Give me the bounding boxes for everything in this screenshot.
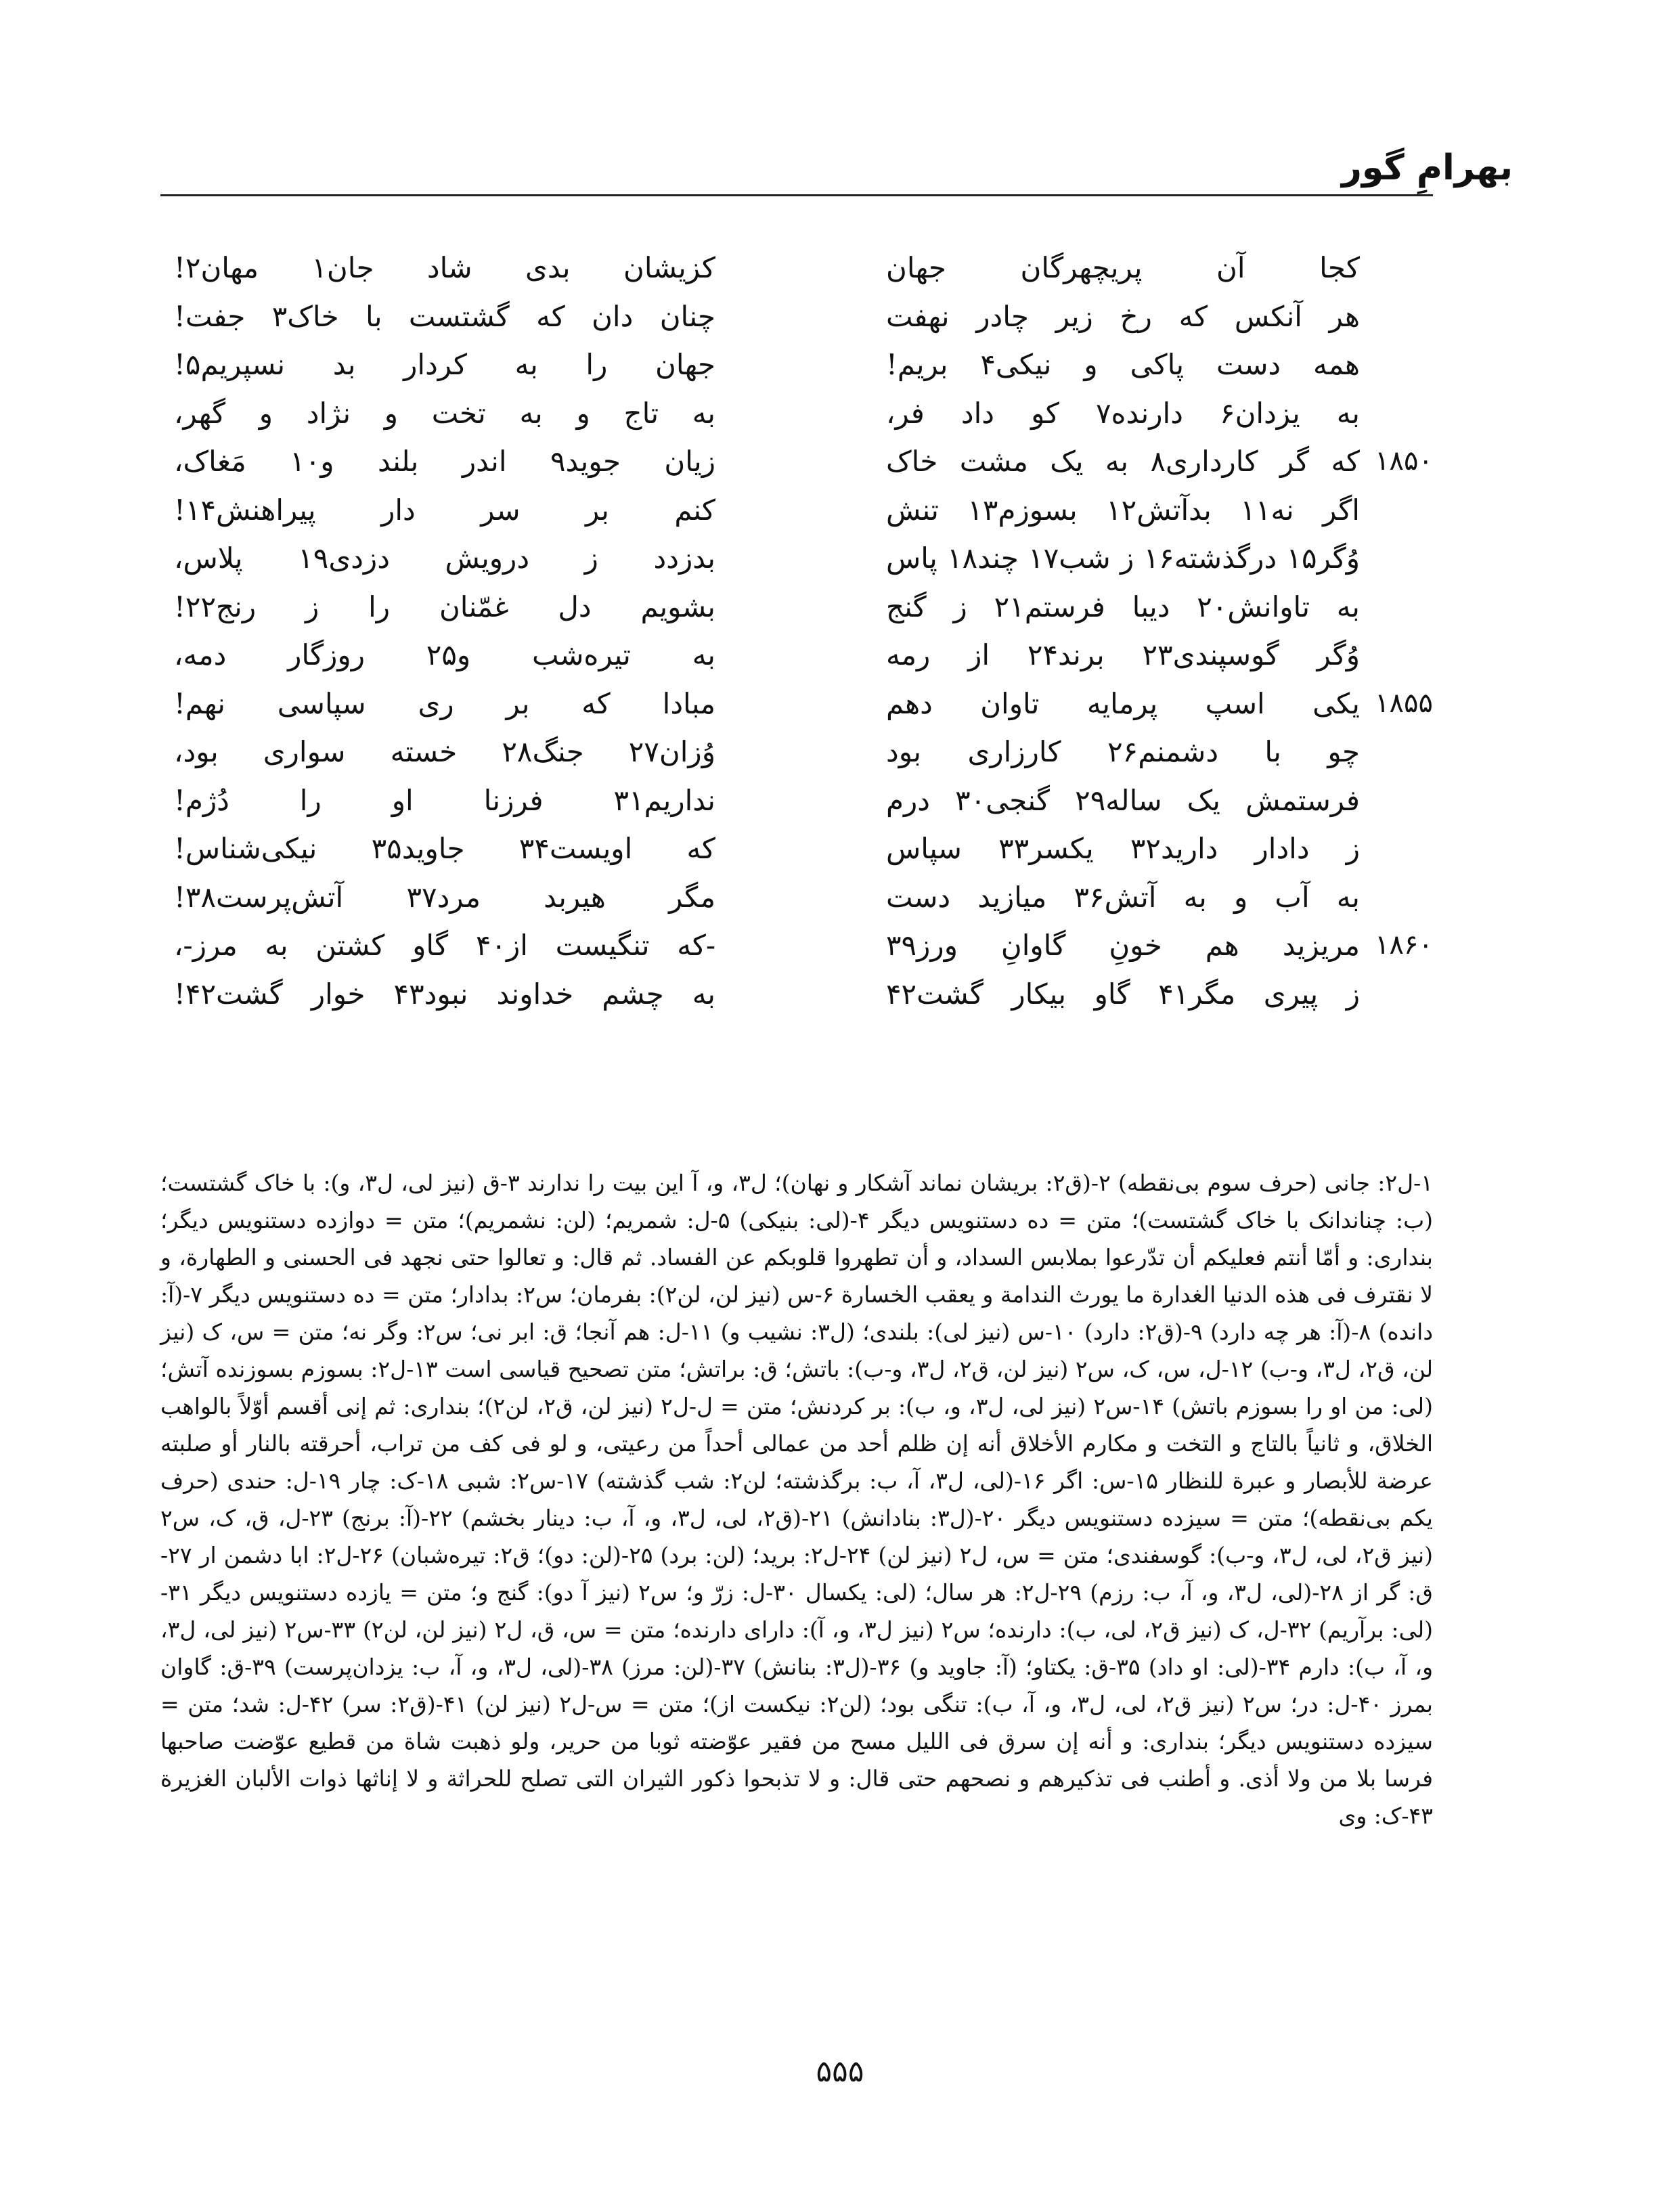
poem-line (160, 921, 1433, 970)
poem-line (160, 389, 1433, 438)
poem-line (160, 340, 1433, 389)
hemistich-first: هر آنکس که رخ زیر چادر نهفت (886, 299, 1360, 333)
hemistich-second: که اویست۳۴ جاوید۳۵ نیکی‌شناس! (174, 832, 715, 865)
hemistich-second: زیان جوید۹ اندر بلند و۱۰ مَغاک، (174, 445, 715, 478)
hemistich-second: نداریم۳۱ فرزنا او را دُژم! (174, 783, 715, 817)
hemistich-second: مبادا که بر ری سپاسی نهم! (174, 686, 715, 720)
hemistich-first: وُگر گوسپندی۲۳ برند۲۴ از رمه (886, 638, 1361, 671)
poem-line (160, 292, 1433, 341)
hemistich-second: کنم بر سر دار پیراهنش۱۴! (174, 493, 715, 527)
poem-line (160, 776, 1433, 825)
hemistich-second: بشویم دل غمّنان را ز رنج۲۲! (174, 590, 715, 623)
poem-line (160, 970, 1433, 1019)
running-title: بهرامِ گور (1341, 148, 1513, 188)
hemistich-second: بدزدد ز درویش دزدی۱۹ پلاس، (174, 542, 715, 575)
hemistich-first: چو با دشمنم۲۶ کارزاری بود (886, 735, 1360, 768)
poem-line (160, 437, 1433, 486)
hemistich-second: کزیشان بدی شاد جان۱ مهان۲! (174, 251, 715, 284)
hemistich-second: جهان را به کردار بد نسپریم۵! (174, 348, 715, 381)
poem-line (160, 631, 1433, 680)
hemistich-second: به تیره‌شب و۲۵ روزگار دمه، (174, 638, 715, 671)
hemistich-first: ز دادار دارید۳۲ یکسر۳۳ سپاس (886, 832, 1360, 865)
poem-line (160, 680, 1433, 728)
page-number: ۵۵۵ (816, 2054, 864, 2089)
poem-line (160, 824, 1433, 873)
hemistich-second: وُزان۲۷ جنگ۲۸ خسته سواری بود، (174, 735, 715, 768)
verse-number: ۱۸۵۵ (1375, 687, 1433, 719)
poem-line (160, 728, 1433, 776)
header-rule (160, 194, 1433, 196)
footnotes (160, 1164, 1433, 1834)
hemistich-first: همه دست پاکی و نیکی۴ بریم! (886, 348, 1360, 381)
hemistich-first: به آب و به آتش۳۶ میازید دست (886, 880, 1360, 914)
hemistich-first: ز پیری مگر۴۱ گاو بیکار گشت۴۲ (886, 977, 1360, 1011)
hemistich-second: به چشم خداوند نبود۴۳ خوار گشت۴۲! (174, 977, 715, 1011)
poem-line (160, 534, 1433, 583)
poem-line (160, 583, 1433, 632)
hemistich-second: مگر هیربد مرد۳۷ آتش‌پرست۳۸! (174, 880, 715, 914)
poem-line (160, 486, 1433, 535)
hemistich-first: اگر نه۱۱ بدآتش۱۲ بسوزم۱۳ تنش (886, 493, 1360, 527)
poem-block (160, 244, 1433, 1117)
hemistich-second: چنان دان که گشتست با خاک۳ جفت! (174, 299, 715, 333)
verse-number: ۱۸۶۰ (1375, 929, 1433, 961)
hemistich-second: به تاج و به تخت و نژاد و گهر، (174, 396, 715, 430)
footnotes-text: ۱-ل۲: جانی (حرف سوم بی‌نقطه) ۲-(ق۲: بریشان نماند آشکار و نهان)؛ ل۳، و، آ این بیت را ندارند ۳-ق (نیز لی، ل۳، و): با خاک گشتست؛ (ب: چناندانک با خاک گشتست)؛ متن = ده دستنویس دیگر ۴-(لی: بنیکی) ۵-ل: شمریم؛ (لن: نشمریم)؛ متن = دوازده دستنویس دیگر؛ بنداری: و أمّا أنتم فعلیکم أن تدّرعوا بملابس السداد، و أن تطهروا قلوبکم عن الفساد. ثم قال: و تعالوا حتی نجهد فی الحسنی و الطهارة، و لا نقترف فی هذه الدنیا الغدارة ما یورث الندامة و یعقب الخسارة ۶-س (نیز لن، لن۲): بفرمان؛ س۲: بدادار؛ متن = ده دستنویس دیگر ۷-(آ: دانده) ۸-(آ: هر چه دارد) ۹-(ق۲: دارد) ۱۰-س (نیز لی): بلندی؛ (ل۳: نشیب و) ۱۱-ل: هم آنجا؛ ق: ابر نی؛ س۲: وگر نه؛ متن = س، ک (نیز لن، ق۲، ل۳، و-ب) ۱۲-ل، س، ک، س۲ (نیز لن، ق۲، ل۳، و-ب): باتش؛ ق: براتش؛ متن تصحیح قیاسی است ۱۳-ل۲: بسوزم بسوزنده آتش؛ (لی: من او را بسوزم باتش) ۱۴-س۲ (نیز لی، ل۳، و، ب): بر کردنش؛ متن = ل-ل۲ (نیز لن، ق۲، لن۲)؛ بنداری: ثم إنی أقسم أوّلاً بالواهب الخلاق، و ثانیاً بالتاج و التخت و مکارم الأخلاق أنه إن ظلم أحد من عمالی أحداً من رعیتی، و لو فی کف من تراب، أحرقته بالنار أو صلبته عرضة للأبصار و عبرة للنظار ۱۵-س: اگر ۱۶-(لی، ل۳، آ، ب: برگذشته؛ لن۲: شب گذشته) ۱۷-س۲: شبی ۱۸-ک: چار ۱۹-ل: حندی (حرف یکم بی‌نقطه)؛ متن = سیزده دستنویس دیگر ۲۰-(ل۳: بنادانش) ۲۱-(ق۲، لی، ل۳، و، آ، ب: دینار بخشم) ۲۲-(آ: برنج) ۲۳-ل، ق، ک، س۲ (نیز ق۲، لی، ل۳، و-ب): گوسفندی؛ متن = س، ل۲ (نیز لن) ۲۴-ل۲: برید؛ (لن: برد) ۲۵-(لن: دو)؛ ق۲: تیره‌شبان) ۲۶-ل۲: ابا دشمن ار ۲۷-ق: گر از ۲۸-(لی، ل۳، و، آ، ب: رزم) ۲۹-ل۲: هر سال؛ (لی: یکسال ۳۰-ل: زرّ و؛ س۲ (نیز آ دو): گنج و؛ متن = یازده دستنویس دیگر ۳۱-(لی: برآریم) ۳۲-ل، ک (نیز ق۲، لی، ب): دارنده؛ س۲ (نیز ل۳، و، آ): دارای دارنده؛ متن = س، ق، ل۲ (نیز لن، لن۲) ۳۳-س۲ (نیز لی، ل۳، و، آ، ب): دارم ۳۴-(لی: او داد) ۳۵-ق: یکتاو؛ (آ: جاوید و) ۳۶-(ل۳: بنانش) ۳۷-(لن: مرز) ۳۸-(لی، ل۳، و، آ، ب: یزدان‌پرست) ۳۹-ق: گاوان بمرز ۴۰-ل: در؛ س۲ (نیز ق۲، لی، ل۳، و، آ، ب): تنگی بود؛ (لن۲: نیکست از)؛ متن = س-ل۲ (نیز لن) ۴۱-(ق۲: سر) ۴۲-ل: شد؛ متن = سیزده دستنویس دیگر؛ بنداری: و أنه إن سرق فی اللیل مسح من فقیر عوّضته ثوبا من حریر، ولو ذهبت شاة من قطیع عوّضت صاحبها فرسا بلا من ولا أذی. و أطنب فی تذکیرهم و نصحهم حتی قال: و لا تذبحوا ذکور الثیران التی تصلح للحراثة و لا إناثها ذوات الألبان الغزیرة ۴۳-ک: وی (160, 1170, 1434, 1829)
hemistich-first: مریزید هم خونِ گاوانِ ورز۳۹ (886, 929, 1360, 962)
hemistich-first: کجا آن پریچهرگان جهان (886, 251, 1360, 284)
verse-number: ۱۸۵۰ (1375, 445, 1433, 477)
poem-line (160, 873, 1433, 922)
poem-line (160, 244, 1433, 292)
hemistich-first: فرستمش یک ساله۲۹ گنجی۳۰ درم (886, 783, 1361, 817)
hemistich-first: به تاوانش۲۰ دیبا فرستم۲۱ ز گنج (886, 590, 1360, 623)
hemistich-first: به یزدان۶ دارنده۷ کو داد فر، (886, 396, 1360, 430)
hemistich-first: یکی اسپ پرمایه تاوان دهم (886, 686, 1360, 720)
hemistich-first: که گر کارداری۸ به یک مشت خاک (886, 445, 1360, 478)
hemistich-second: -که تنگیست از۴۰ گاو کشتن به مرز-، (174, 929, 716, 962)
hemistich-first: وُگر۱۵ درگذشته۱۶ ز شب۱۷ چند۱۸ پاس (886, 542, 1361, 575)
